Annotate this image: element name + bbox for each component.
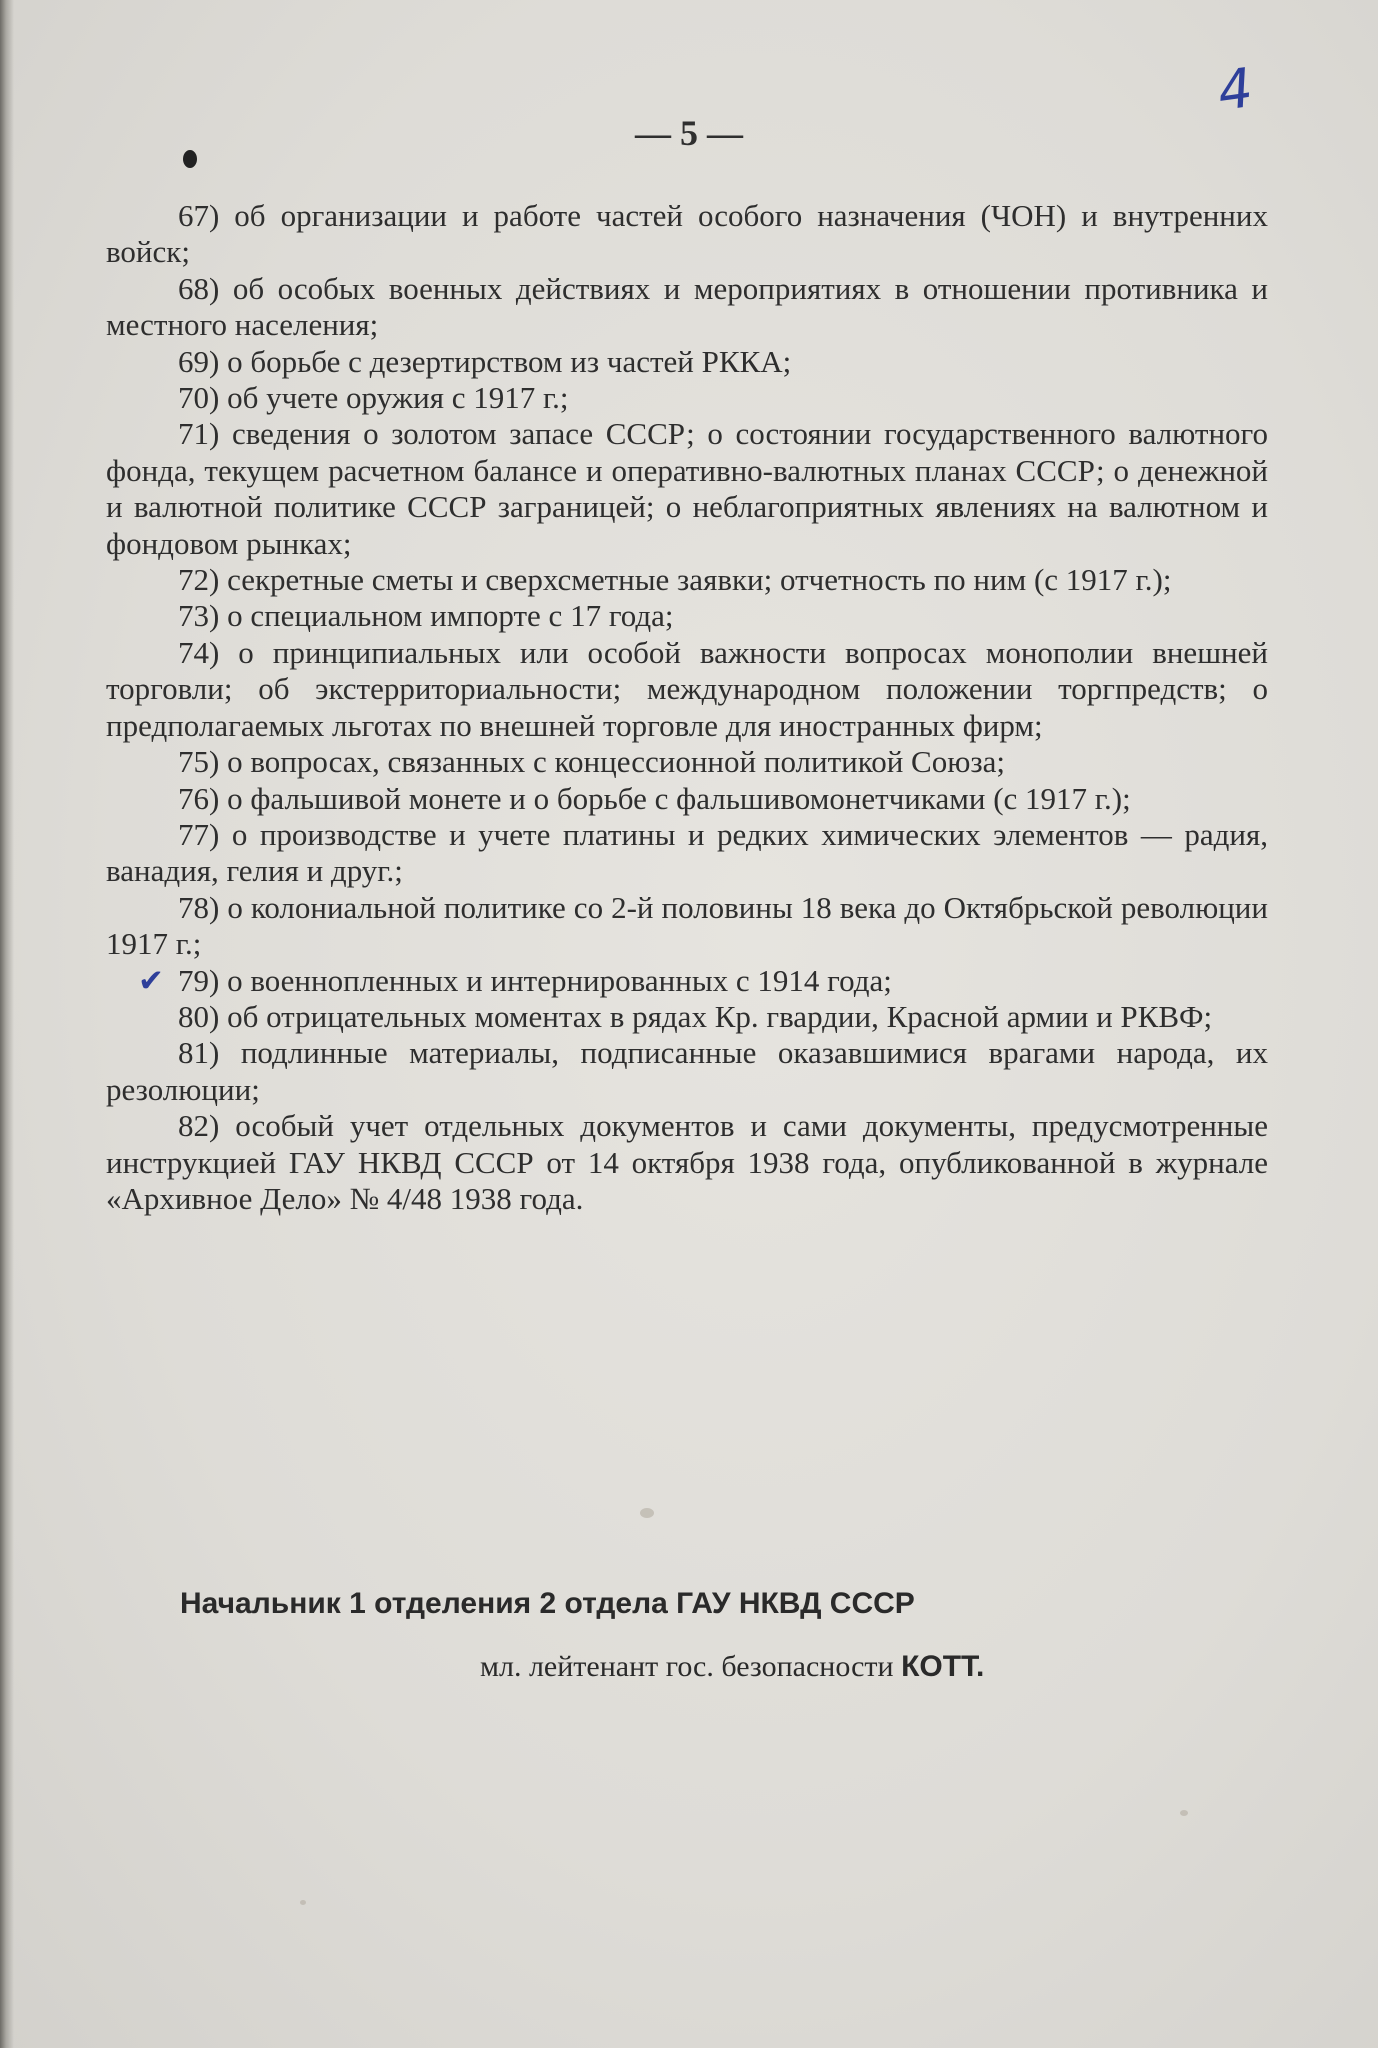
list-item-69: 69) о борьбе с дезертирством из частей РККА; bbox=[178, 343, 792, 379]
signature-line bbox=[480, 1650, 984, 1684]
list-item-82: 82) особый учет отдельных документов и сами документы, предусмотренные инструкцией ГАУ НКВД СССР от 14 октября 1938 года, опубликованной в журнале «Архивное Дело» № 4/48 1938 года. bbox=[106, 1108, 1268, 1216]
paper-speck bbox=[300, 1900, 306, 1905]
page-left-edge bbox=[0, 0, 14, 2048]
list-item-78: 78) о колониальной политике со 2-й половины 18 века до Октябрьской революции 1917 г.; bbox=[106, 889, 1268, 962]
document-body bbox=[106, 198, 1268, 1217]
list-item-81: 81) подлинные материалы, подписанные оказавшимися врагами народа, их резолюции; bbox=[106, 1035, 1268, 1107]
paper-speck bbox=[640, 1508, 654, 1518]
checkmark-icon: ✔ bbox=[138, 962, 164, 999]
list-item-68: 68) об особых военных действиях и мероприятиях в отношении противника и местного населения; bbox=[106, 270, 1268, 343]
signature-position: Начальник 1 отделения 2 отдела ГАУ НКВД СССР bbox=[180, 1587, 915, 1620]
list-item-71: 71) сведения о золотом запасе СССР; о состоянии государственного валютного фонда, текущем расчетном балансе и оперативно-валютных планах СССР; о денежной и валютной политике СССР заграницей; о неблагоприятных явлениях на валютном и фондовом рынках; bbox=[106, 416, 1268, 561]
list-item-75: 75) о вопросах, связанных с концессионной политикой Союза; bbox=[178, 744, 1006, 780]
ink-dot-mark bbox=[183, 150, 197, 168]
signature-rank: мл. лейтенант гос. безопасности bbox=[480, 1650, 894, 1683]
list-item-76: 76) о фальшивой монете и о борьбе с фальшивомонетчиками (с 1917 г.); bbox=[178, 780, 1131, 816]
list-item-79: ✔ 79) о военнопленных и интернированных с 1914 года; bbox=[138, 962, 892, 999]
signature-name: КОТТ. bbox=[901, 1650, 985, 1683]
list-item-67: 67) об организации и работе частей особого назначения (ЧОН) и внутренних войск; bbox=[106, 198, 1268, 270]
list-item-74: 74) о принципиальных или особой важности вопросах монополии внешней торговли; об экстерриториальности; международном положении торгпредств; о предполагаемых льготах по внешней торговле для иностранных фирм; bbox=[106, 634, 1268, 743]
handwritten-archive-number: 4 bbox=[1213, 55, 1257, 124]
list-item-73: 73) о специальном импорте с 17 года; bbox=[178, 598, 674, 634]
list-item-72: 72) секретные сметы и сверхсметные заявки; отчетность по ним (с 1917 г.); bbox=[178, 562, 1172, 598]
list-item-80: 80) об отрицательных моментах в рядах Кр. гвардии, Красной армии и РКВФ; bbox=[178, 998, 1213, 1034]
page-number: — 5 — bbox=[635, 113, 743, 153]
list-item-70: 70) об учете оружия с 1917 г.; bbox=[178, 380, 569, 416]
paper-speck bbox=[1180, 1810, 1188, 1816]
list-item-77: 77) о производстве и учете платины и редких химических элементов — радия, ванадия, гелия и друг.; bbox=[106, 816, 1268, 889]
